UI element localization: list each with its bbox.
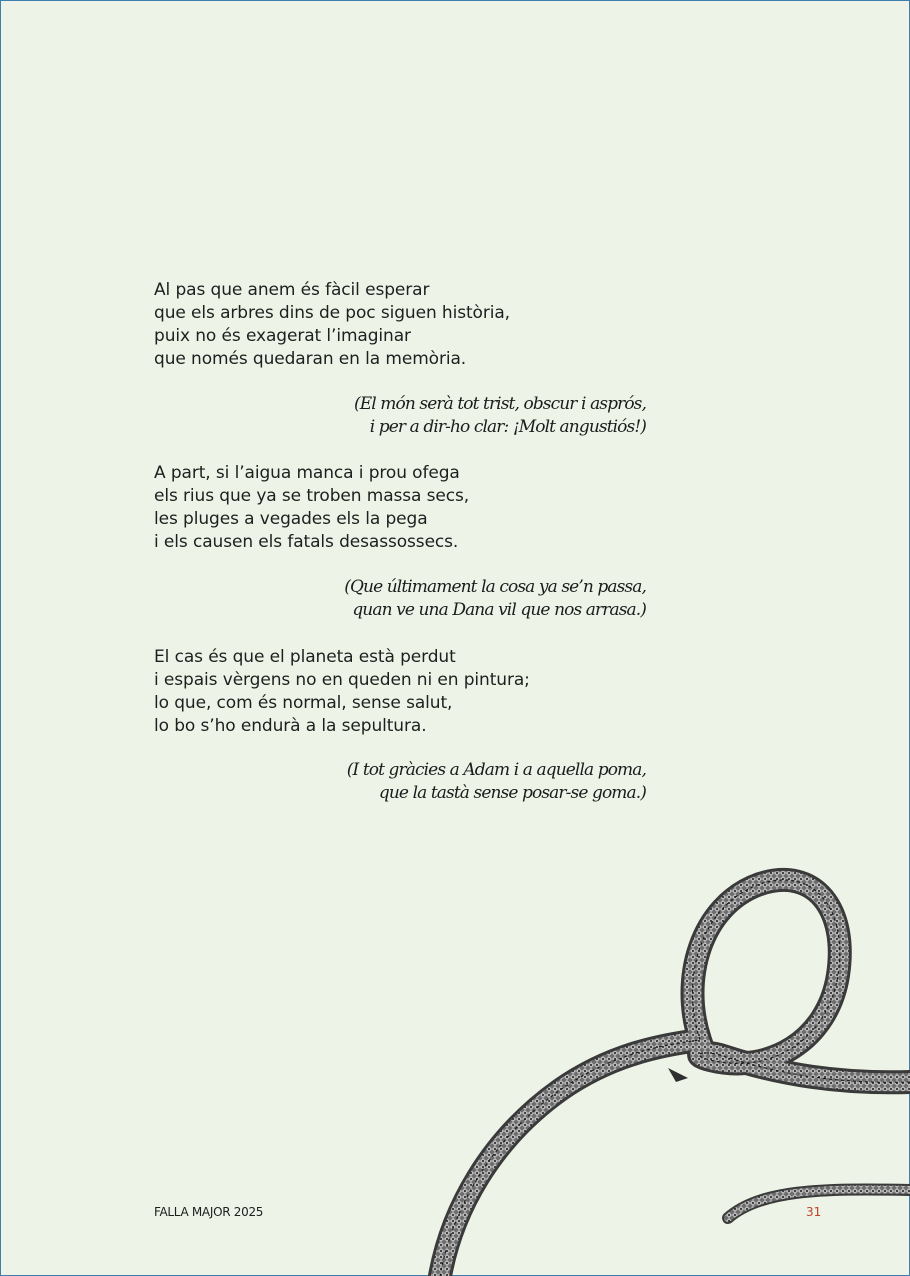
aside-2 [344,576,646,622]
poem-line: i espais vèrgens no en queden ni en pintura; [154,670,530,690]
aside-line: que la tastà sense posar-se goma.) [378,783,646,803]
aside-3 [347,759,646,805]
aside-line: (El món serà tot trist, obscur i asprós, [353,394,646,414]
poem-line: puix no és exagerat l’imaginar [154,326,411,346]
poem-line: lo bo s’ho endurà a la sepultura. [154,716,427,736]
poem-line: els rius que ya se troben massa secs, [154,486,470,506]
stanza-3 [154,646,530,738]
aside-line: (I tot gràcies a Adam i a aquella poma, [346,760,646,780]
aside-line: i per a dir-ho clar: ¡Molt angustiós!) [369,417,646,437]
poem-line: que només quedaran en la memòria. [154,349,467,369]
page-number: 31 [806,1205,822,1219]
poem-line: A part, si l’aigua manca i prou ofega [154,463,460,483]
aside-line: (Que últimament la cosa ya se’n passa, [344,577,646,597]
stanza-2 [154,462,469,554]
aside-line: quan ve una Dana vil que nos arrasa.) [352,600,646,620]
aside-1 [354,393,646,439]
poem-line: les pluges a vegades els la pega [154,509,428,529]
footer-publication: FALLA MAJOR 2025 [154,1205,264,1219]
poem-line: lo que, com és normal, sense salut, [154,693,453,713]
poem-line: Al pas que anem és fàcil esperar [154,280,430,300]
poem-line: i els causen els fatals desassossecs. [154,532,459,552]
poem-line: que els arbres dins de poc siguen història, [154,303,510,323]
poem-line: El cas és que el planeta està perdut [154,647,456,667]
stanza-1 [154,279,510,371]
